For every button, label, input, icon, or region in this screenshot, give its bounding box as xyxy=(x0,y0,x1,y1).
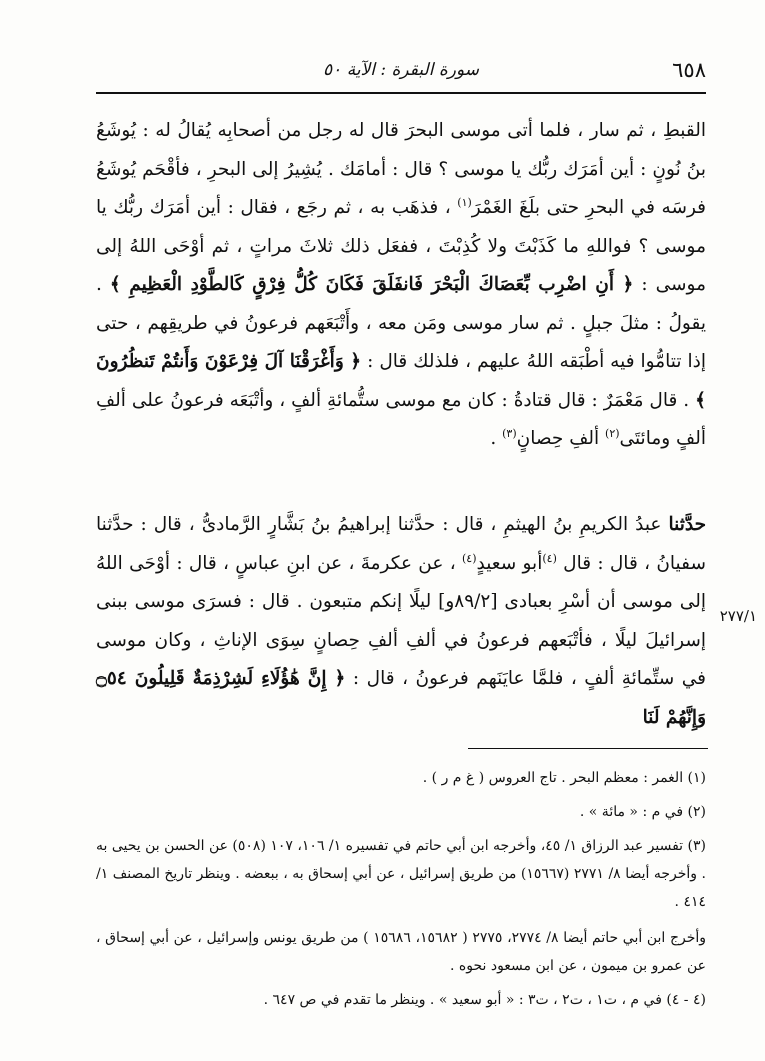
footnote-ref: (٣) xyxy=(502,426,517,440)
text-run: . قال مَعْمَرٌ : قال قتادةُ : كان مع موسى ستُّمائةِ ألفٍ ، وأتْبَعَه فرعونُ على ألفِ ألفٍ ومائتَى xyxy=(96,389,706,449)
footnote: (١) الغمر : معظم البحر . تاج العروس ( غ م ر ) . xyxy=(422,770,706,786)
text-run: . xyxy=(490,428,503,449)
footnotes xyxy=(96,764,706,1020)
text-run: عبدُ الكريمِ بنُ الهيثمِ ، قال : حدَّثنا إبراهيمُ بنُ بَشَّارٍ الرَّمادىُّ ، قال : حدَّثنا سفيانُ ، قال : قال xyxy=(96,514,706,574)
text-run: ، عن عكرمةَ ، عن ابنِ عباسٍ ، قال : أوْحَى اللهُ إلى موسى أن أسْرِ بعبادى [٨٩/٢و] ليلًا إنكم متبعون . قال : فسرَى موسى ببنى إسرائيلَ ليلًا ، فأتْبَعهم فرعونُ في ألفِ ألفِ حِصانٍ سِوَى الإناثِ ، وكان موسى في ستِّمائةِ ألفٍ ، فلمَّا عايَنَهم فرعونُ ، قال : xyxy=(96,552,706,689)
footnote-ref: (١) xyxy=(457,195,472,209)
page-number: ٦٥٨ xyxy=(672,58,706,82)
page-header xyxy=(96,52,706,94)
main-text xyxy=(96,112,706,737)
paragraph xyxy=(96,112,706,506)
surah-title: سورة البقرة : الآية ٥٠ xyxy=(323,60,479,80)
quran-verse: ﴿ إِنَّ هَٰؤُلَاءِ لَشِرْذِمَةٌ قَلِيلُونَ ۝٥٤ وَإِنَّهُمْ لَنَا xyxy=(96,668,706,728)
text-run: . يقولُ : مثلَ جبلٍ . ثم سار موسى ومَن معه ، وأَتْبَعَهم فرعونُ في طريقِهم ، حتى إذا تتامُّوا فيه أطْبَقه اللهُ عليهم ، فلذلك قال : xyxy=(96,274,706,372)
quran-verse: ﴿ وَأَغْرَقْنَا آلَ فِرْعَوْنَ وَأَنتُمْ تَنظُرُونَ ﴾ xyxy=(96,351,706,411)
text-run: ألفِ حِصانٍ xyxy=(516,428,606,449)
footnote: (٣) تفسير عبد الرزاق ١/ ٤٥، وأخرجه ابن أبي حاتم في تفسيره ١/ ١٠٦، ١٠٧ (٥٠٨) عن الحسن بن يحيى به . وأخرجه أيضا ٨/ ٢٧٧١ (١٥٦٦٧) من طريق إسرائيل ، عن أبي إسحاق به ، ببعضه . وينظر تاريخ المصنف ١/ ٤١٤ . xyxy=(96,838,707,910)
hadith-lead-word: حدَّثنا xyxy=(668,514,706,535)
text-run: القبطِ ، ثم سار ، فلما أتى موسى البحرَ قال له رجل من أصحابِه يُقالُ له : يُوشَعُ بنُ نُونٍ : أين أمَرَك ربُّك يا موسى ؟ قال : أمامَك . يُشِيرُ إلى البحرِ ، فأقْحَم يُوشَعُ فرسَه في البحرِ حتى بلَغَ الغَمْرَ xyxy=(96,120,707,218)
manuscript-margin-reference: ٢٧٧/١ xyxy=(719,607,757,625)
footnote-divider xyxy=(468,748,708,749)
footnote-ref: (٤) xyxy=(542,551,557,565)
footnote: (٤ - ٤) في م ، ت١ ، ت٢ ، ت٣ : « أبو سعيد » . وينظر ما تقدم في ص ٦٤٧ . xyxy=(263,992,706,1008)
footnote-ref: (٤) xyxy=(461,551,477,565)
quran-verse: ﴿ أَنِ اضْرِب بِّعَصَاكَ الْبَحْرَ فَانفَلَقَ فَكَانَ كُلُّ فِرْقٍ كَالطَّوْدِ الْعَظِيمِ ﴾ xyxy=(109,274,634,295)
text-run: أبو سعيدٍ xyxy=(476,552,543,574)
text-run: ، فذهَب به ، ثم رجَع ، فقال : أين أمَرَك ربُّك يا موسى ؟ فواللهِ ما كَذَبْتَ ولا كُذِبْتَ ، ففعَل ذلك ثلاثَ مراتٍ ، ثم أوْحَى اللهُ إلى موسى : xyxy=(96,197,706,295)
footnote: وأخرج ابن أبي حاتم أيضا ٨/ ٢٧٧٤، ٢٧٧٥ ( ١٥٦٨٢، ١٥٦٨٦ ) من طريق يونس وإسرائيل ، عن أبي إسحاق ، عن عمرو بن ميمون ، عن ابن مسعود نحوه . xyxy=(96,930,707,974)
footnote: (٢) في م : « مائة » . xyxy=(579,804,706,820)
footnote-ref: (٢) xyxy=(605,426,620,440)
paragraph xyxy=(96,506,706,737)
